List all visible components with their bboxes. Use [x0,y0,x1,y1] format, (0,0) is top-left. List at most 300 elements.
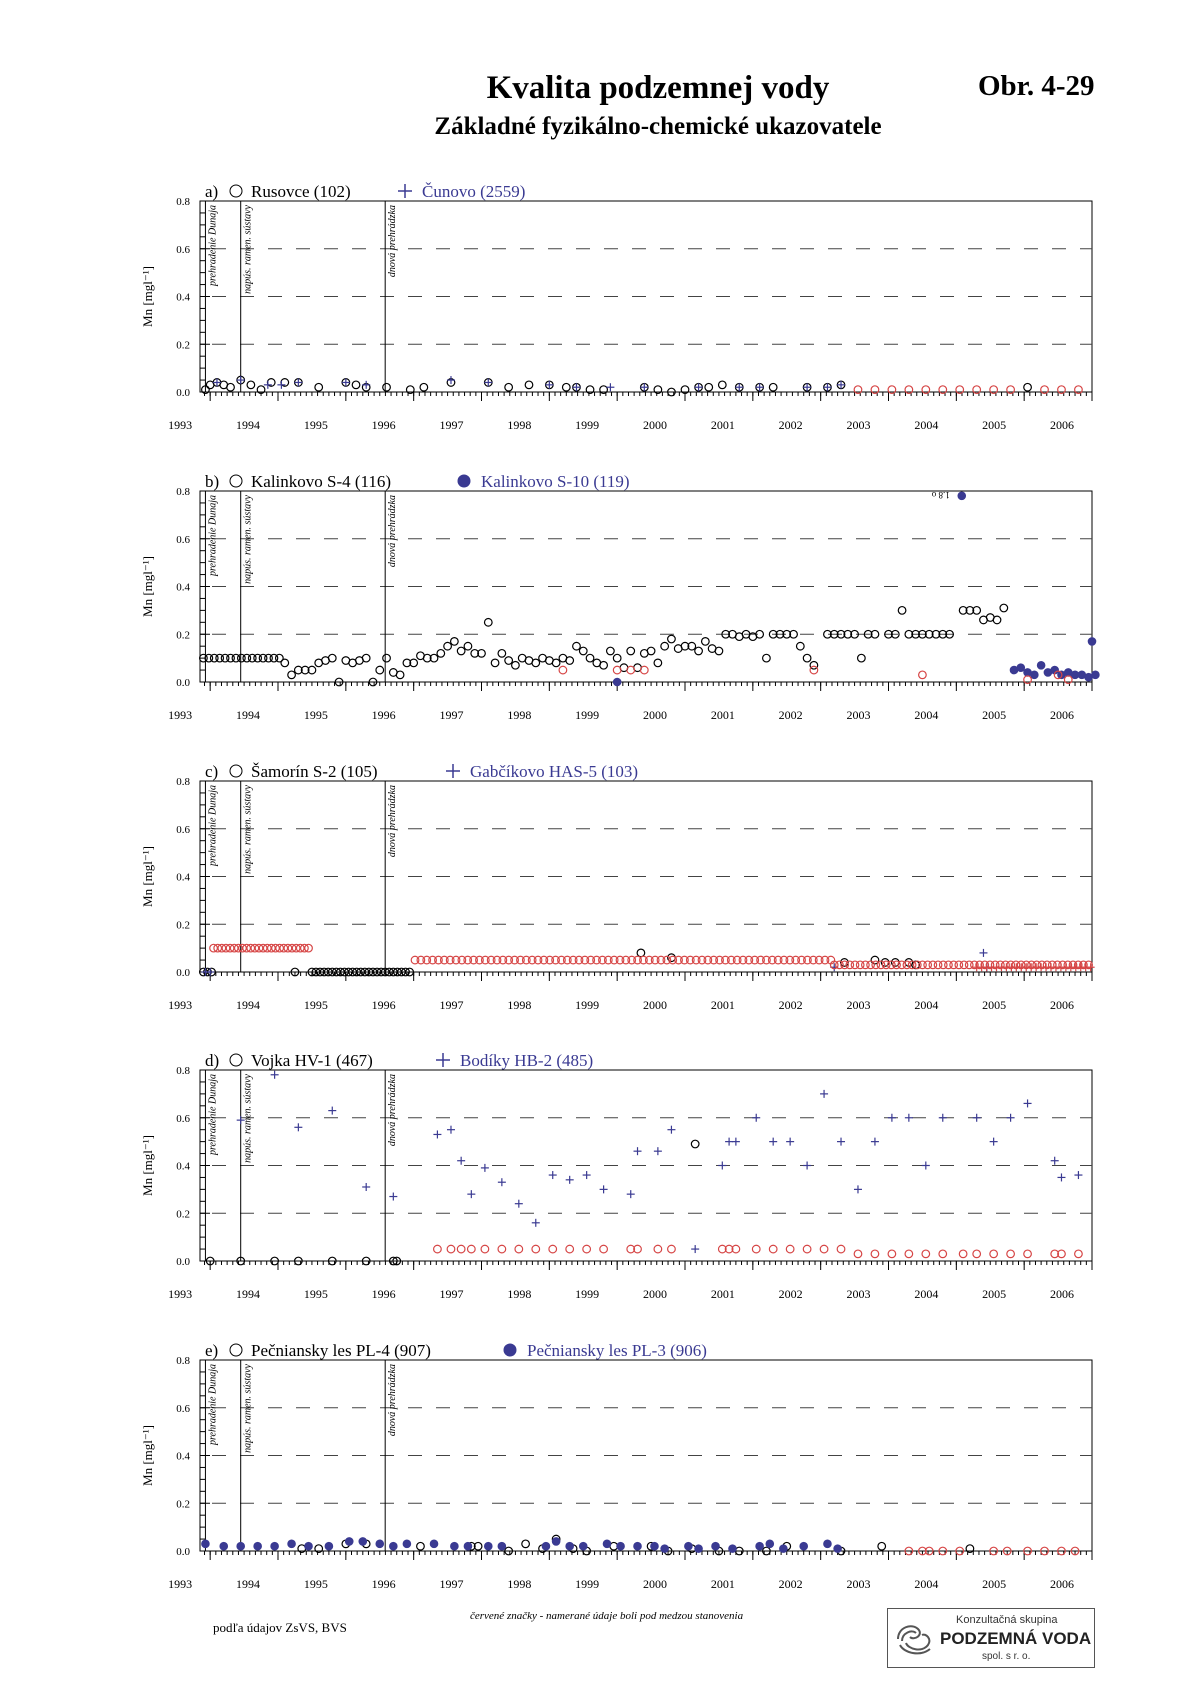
data-point [756,1542,764,1550]
series-b-0 [200,604,1008,686]
data-point [637,949,645,957]
x-tick-label: 1997 [439,1287,464,1301]
y-tick-label: 0.8 [176,1355,190,1367]
data-point [359,1538,367,1546]
data-point [573,642,581,650]
data-point [206,968,214,976]
x-tick-label: 2006 [1050,1577,1074,1591]
data-point [905,1114,913,1122]
data-point [634,1147,642,1155]
legend-marker-open-circle [230,765,242,777]
data-point [532,659,540,667]
event-label: napús. ramen. sústavy [242,495,254,584]
y-tick-label: 0.2 [176,1498,190,1511]
data-point [871,1250,879,1258]
y-tick-label: 0.4 [176,291,190,304]
x-tick-label: 2006 [1050,1287,1074,1301]
data-point [484,1542,492,1550]
data-point [654,659,662,667]
data-point [227,383,235,391]
data-point [990,1250,998,1258]
data-point [451,638,459,646]
data-point [447,376,455,384]
data-point [1087,963,1095,971]
panel-label: d) [205,1051,220,1070]
y-axis-label: Mn [mgl⁻¹] [140,1425,155,1486]
data-point [294,1123,302,1131]
x-tick-label: 2001 [710,998,735,1012]
x-tick-label: 2006 [1050,998,1074,1012]
data-point [549,1245,557,1253]
data-point [1007,1114,1015,1122]
data-point [668,1245,676,1253]
data-point [1007,1250,1015,1258]
data-point [654,1147,662,1155]
x-tick-label: 1997 [439,1577,464,1591]
data-point [939,1250,947,1258]
x-tick-label: 2002 [778,998,803,1012]
data-point [586,654,594,662]
x-tick-label: 1994 [236,1577,261,1591]
data-point [973,1114,981,1122]
y-tick-label: 0.2 [176,919,190,932]
data-point [247,381,255,389]
chart-panel-a [140,182,1092,432]
data-point [729,1545,737,1553]
x-tick-label: 2004 [914,1577,939,1591]
data-point [566,657,574,665]
x-tick-label: 2005 [982,1577,1007,1591]
x-tick-label: 1997 [439,998,464,1012]
y-tick-label: 0.6 [176,1112,190,1125]
data-point [498,1245,506,1253]
x-tick-label: 1996 [371,418,396,432]
x-tick-label: 1998 [507,1577,532,1591]
x-tick-label: 2001 [710,418,735,432]
x-tick-label: 2005 [982,998,1007,1012]
data-point [973,1250,981,1258]
data-point [627,647,635,655]
data-point [420,383,428,391]
x-tick-label: 1998 [507,1287,532,1301]
data-point [579,1542,587,1550]
y-tick-label: 0.2 [176,629,190,642]
data-point [651,1542,659,1550]
data-point [559,666,567,674]
x-tick-label: 1998 [507,708,532,722]
logo-line-2: PODZEMNÁ VODA [940,1629,1092,1648]
data-point [484,619,492,627]
data-point [803,654,811,662]
event-label: prehradenie Dunaja [207,1074,219,1156]
data-point [542,1542,550,1550]
x-tick-label: 1993 [168,418,193,432]
data-point [464,1542,472,1550]
data-point [237,1542,245,1550]
series-d-2 [434,1245,1083,1257]
x-tick-label: 2005 [982,418,1007,432]
logo-line-1: Konzultačná skupina [956,1614,1058,1626]
data-point [627,666,635,674]
event-label: napús. ramen. sústavy [242,1364,254,1453]
x-tick-label: 2000 [643,1577,668,1591]
x-tick-label: 2001 [710,1577,735,1591]
data-point [661,642,669,650]
data-point [837,1245,845,1253]
data-point [719,381,727,389]
data-point [763,654,771,662]
legend-series-1: Rusovce (102) [251,182,351,201]
data-point [888,1250,896,1258]
x-tick-label: 2002 [778,1577,803,1591]
data-point [277,381,285,389]
data-point [898,607,906,615]
legend-marker-open-circle [230,1054,242,1066]
x-tick-label: 1993 [168,708,193,722]
company-logo [887,1608,1095,1668]
data-point [905,1250,913,1258]
x-tick-label: 2003 [846,1287,871,1301]
x-tick-label: 2004 [914,418,939,432]
data-point [647,647,655,655]
x-tick-label: 1994 [236,998,261,1012]
x-tick-label: 1998 [507,998,532,1012]
y-tick-label: 0.6 [176,823,190,836]
legend-series-2: Kalinkovo S-10 (119) [481,472,630,491]
data-point [583,1171,591,1179]
legend-marker-filled-circle [458,475,470,487]
data-point [362,654,370,662]
data-point [1092,671,1100,679]
data-point [958,492,966,500]
data-point [695,647,703,655]
data-point [532,1219,540,1227]
event-label: dnová prehrádzka [387,1364,399,1437]
data-point [362,381,370,389]
data-point [552,1538,560,1546]
data-point [797,642,805,650]
data-point [922,1162,930,1170]
data-point [810,666,818,674]
page-title: Kvalita podzemnej vody [486,70,830,106]
y-axis-label: Mn [mgl⁻¹] [140,266,155,327]
data-point [769,383,777,391]
data-point [993,616,1001,624]
event-label: prehradenie Dunaja [207,205,219,287]
data-point [376,666,384,674]
data-point [383,383,391,391]
data-point [820,1245,828,1253]
data-point [447,1245,455,1253]
data-point [481,1245,489,1253]
data-point [467,1190,475,1198]
data-point [254,1542,262,1550]
data-point [352,381,360,389]
data-point [1051,1157,1059,1165]
data-point [685,1542,693,1550]
data-point [613,654,621,662]
data-point [376,1540,384,1548]
legend-series-1: Kalinkovo S-4 (116) [251,472,392,491]
data-point [1075,1250,1083,1258]
data-point [447,1126,455,1134]
data-point [607,647,615,655]
y-tick-label: 0.8 [176,196,190,208]
legend-series-2: Čunovo (2559) [422,182,526,201]
below-detection-note: červené značky - namerané údaje boli pod medzou stanovenia [470,1610,744,1622]
y-tick-label: 0.4 [176,1450,190,1463]
data-point [979,949,987,957]
x-tick-label: 1997 [439,708,464,722]
data-point [691,1140,699,1148]
data-point [532,1245,540,1253]
data-point [613,666,621,674]
data-point [1000,604,1008,612]
data-point [695,1545,703,1553]
x-tick-label: 1996 [371,998,396,1012]
data-point [498,1178,506,1186]
annotation-label: 1.8 o [931,489,950,500]
figure-number: Obr. 4-29 [978,70,1095,102]
data-point [433,1130,441,1138]
x-tick-label: 2004 [914,708,939,722]
x-tick-label: 1998 [507,418,532,432]
data-point [512,661,520,669]
x-tick-label: 1997 [439,418,464,432]
data-point [583,1245,591,1253]
y-tick-label: 0.0 [176,677,190,689]
data-point [786,1245,794,1253]
legend-series-1: Pečniansky les PL-4 (907) [251,1341,431,1360]
x-tick-label: 1994 [236,708,261,722]
data-point [457,1245,465,1253]
data-point [444,642,452,650]
data-point [834,1545,842,1553]
data-point [396,671,404,679]
data-point [522,1540,530,1548]
chart-panel-c [140,762,1095,1012]
data-point [468,1245,476,1253]
x-tick-label: 1999 [575,418,600,432]
panel-label: c) [205,762,219,781]
data-point [264,381,272,389]
panel-label: a) [205,182,219,201]
data-point [437,650,445,658]
data-point [566,1245,574,1253]
event-label: napús. ramen. sústavy [242,785,254,874]
data-point [515,1200,523,1208]
data-point [854,1250,862,1258]
y-tick-label: 0.0 [176,967,190,979]
y-tick-label: 0.2 [176,339,190,352]
data-point [766,1540,774,1548]
chart-panel-e [140,1341,1092,1591]
data-point [566,1176,574,1184]
y-tick-label: 0.0 [176,1256,190,1268]
x-tick-label: 1994 [236,1287,261,1301]
data-point [691,1245,699,1253]
data-point [919,671,927,679]
data-point [389,1193,397,1201]
x-tick-label: 2002 [778,708,803,722]
data-point [305,1542,313,1550]
data-point [780,1545,788,1553]
event-label: napús. ramen. sústavy [242,1074,254,1163]
y-tick-label: 0.6 [176,1402,190,1415]
data-point [617,1542,625,1550]
x-tick-label: 1996 [371,1577,396,1591]
data-point [288,1540,296,1548]
data-point [824,1540,832,1548]
y-tick-label: 0.8 [176,776,190,788]
panel-label: e) [205,1341,219,1360]
x-tick-label: 2006 [1050,708,1074,722]
data-point [390,1542,398,1550]
data-point [627,1190,635,1198]
data-point [271,1542,279,1550]
data-point [328,1107,336,1115]
data-point [288,671,296,679]
x-tick-label: 2003 [846,998,871,1012]
x-tick-label: 2000 [643,998,668,1012]
data-point [464,642,472,650]
data-point [718,1162,726,1170]
x-tick-label: 2001 [710,708,735,722]
legend-series-2: Bodíky HB-2 (485) [460,1051,594,1070]
x-tick-label: 1999 [575,1287,600,1301]
data-point [481,1164,489,1172]
x-tick-label: 2001 [710,1287,735,1301]
x-tick-label: 2003 [846,418,871,432]
event-label: prehradenie Dunaja [207,785,219,867]
data-point [505,657,513,665]
legend-marker-open-circle [230,475,242,487]
event-label: prehradenie Dunaja [207,495,219,577]
data-point [451,1542,459,1550]
y-axis-label: Mn [mgl⁻¹] [140,556,155,617]
data-point [769,1245,777,1253]
data-point [800,1542,808,1550]
y-tick-label: 0.0 [176,387,190,399]
data-point [752,1114,760,1122]
x-tick-label: 2004 [914,998,939,1012]
x-tick-label: 1996 [371,708,396,722]
y-tick-label: 0.6 [176,533,190,546]
data-point [566,1542,574,1550]
data-point [634,1542,642,1550]
data-point [600,1185,608,1193]
x-tick-label: 2003 [846,708,871,722]
data-point [1037,661,1045,669]
data-point [922,1250,930,1258]
x-tick-label: 2005 [982,1287,1007,1301]
logo-emblem-icon [892,1619,936,1659]
data-point [1024,383,1032,391]
chart-panel-b [140,472,1099,722]
data-point [803,1245,811,1253]
data-point [271,1071,279,1079]
legend-marker-filled-circle [504,1344,516,1356]
data-point [769,1138,777,1146]
x-tick-label: 1995 [303,998,328,1012]
data-point [562,383,570,391]
x-tick-label: 2005 [982,708,1007,722]
x-tick-label: 2003 [846,1577,871,1591]
data-point [457,1157,465,1165]
event-label: dnová prehrádzka [387,1074,399,1147]
data-point [325,1542,333,1550]
data-point [939,1114,947,1122]
data-point [1031,671,1039,679]
data-point [871,1138,879,1146]
data-point [498,1542,506,1550]
legend-series-1: Šamorín S-2 (105) [251,762,378,781]
series-d-1 [237,1071,1083,1253]
data-point [383,654,391,662]
x-tick-label: 1995 [303,708,328,722]
x-tick-label: 1993 [168,1577,193,1591]
data-point [362,1183,370,1191]
data-point [345,1538,353,1546]
x-tick-label: 2000 [643,708,668,722]
data-point [837,1138,845,1146]
data-point [328,654,336,662]
y-tick-label: 0.0 [176,1546,190,1558]
data-point [417,1542,425,1550]
data-point [505,383,513,391]
data-point [498,650,506,658]
event-label: napús. ramen. sústavy [242,205,254,294]
data-point [732,1138,740,1146]
data-point [705,383,713,391]
x-tick-label: 2006 [1050,418,1074,432]
data-point [430,1540,438,1548]
event-label: dnová prehrádzka [387,205,399,278]
data-point [549,1171,557,1179]
legend-marker-open-circle [230,1344,242,1356]
data-point [281,659,289,667]
data-point [715,647,723,655]
legend-series-1: Vojka HV-1 (467) [251,1051,373,1070]
y-tick-label: 0.4 [176,871,190,884]
x-tick-label: 1993 [168,998,193,1012]
data-point [878,1542,886,1550]
panel-label: b) [205,472,220,491]
data-point [654,1245,662,1253]
data-point [712,1542,720,1550]
data-point [661,1545,669,1553]
data-point [888,1114,896,1122]
data-point [457,647,465,655]
data-point [786,1138,794,1146]
legend-marker-open-circle [230,185,242,197]
data-point [600,661,608,669]
data-point [491,659,499,667]
data-point [641,666,649,674]
series-c-2 [210,944,313,952]
data-point [403,1540,411,1548]
x-tick-label: 1996 [371,1287,396,1301]
x-tick-label: 1994 [236,418,261,432]
y-tick-label: 0.4 [176,581,190,594]
event-label: dnová prehrádzka [387,785,399,858]
data-point [820,1090,828,1098]
x-tick-label: 1999 [575,1577,600,1591]
event-label: dnová prehrádzka [387,495,399,568]
data-point [1088,638,1096,646]
x-tick-label: 1995 [303,418,328,432]
data-point [1017,664,1025,672]
